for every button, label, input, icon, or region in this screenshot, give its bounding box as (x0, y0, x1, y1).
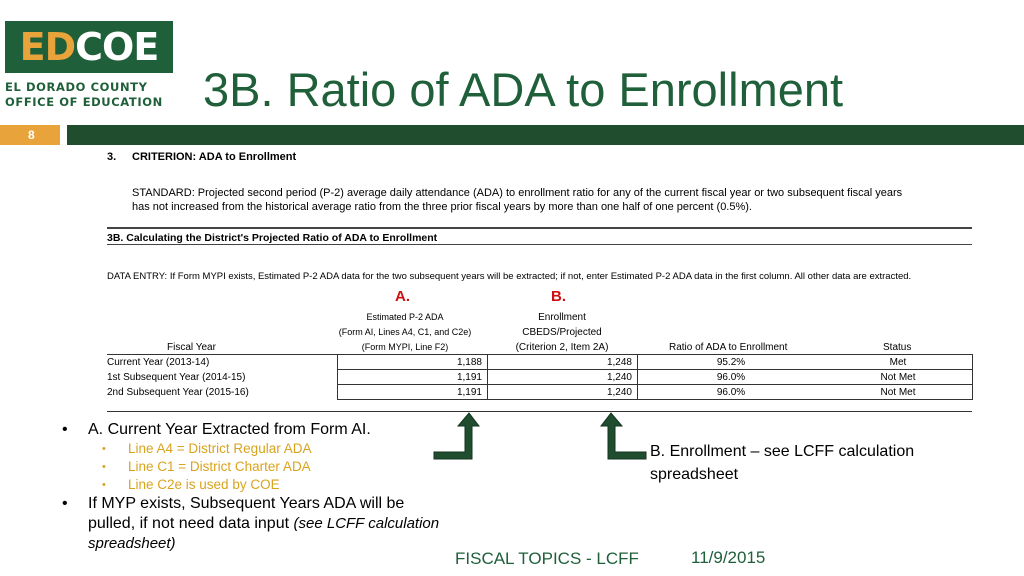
table-line-row2 (337, 384, 972, 385)
row1-year: Current Year (2013-14) (107, 357, 210, 368)
row1-ada: 1,188 (456, 357, 482, 368)
section-rule-top (107, 227, 972, 229)
marker-a: A. (395, 288, 410, 305)
note-bullet-2-italic: (see LCFF calculation spreadsheet) (88, 515, 440, 552)
criterion-title: CRITERION: ADA to Enrollment (132, 151, 297, 163)
notes-list (60, 420, 440, 554)
logo-line2: OFFICE OF EDUCATION (5, 95, 163, 109)
header-ratio: Ratio of ADA to Enrollment (669, 342, 788, 353)
row2-ada: 1,191 (456, 372, 482, 383)
logo-ed: ED (19, 25, 76, 69)
column-a-line1: Estimated P-2 ADA (366, 312, 444, 322)
column-b-line1: Enrollment (538, 312, 586, 323)
note-sub-2: • Line C1 = District Charter ADA (60, 458, 440, 476)
table-vline-2 (487, 354, 488, 400)
table-line-header (107, 354, 972, 355)
section-title: 3B. Calculating the District's Projected Ratio of ADA to Enrollment (107, 232, 438, 244)
column-a-header (337, 310, 473, 355)
footer-date: 11/9/2015 (691, 548, 766, 567)
row3-enrollment: 1,240 (606, 387, 632, 398)
row2-enrollment: 1,240 (606, 372, 632, 383)
row3-ada: 1,191 (456, 387, 482, 398)
slide-title: 3B. Ratio of ADA to Enrollment (203, 63, 844, 116)
note-bullet-2 (60, 494, 440, 554)
note-bullet-2-text: If MYP exists, Subsequent Years ADA will be pulled, if not need data input (88, 495, 405, 532)
logo-line1: EL DORADO COUNTY (5, 80, 148, 94)
enrollment-note: B. Enrollment – see LCFF calculation spreadsheet (650, 443, 915, 483)
row1-ratio: 95.2% (716, 357, 746, 368)
logo-coe: COE (75, 25, 159, 69)
section-rule-bottom (107, 244, 972, 245)
table-vline-4 (972, 354, 973, 400)
row1-status: Met (889, 357, 907, 368)
row3-year: 2nd Subsequent Year (2015-16) (107, 387, 249, 398)
data-entry-text: DATA ENTRY: If Form MYPI exists, Estimated P-2 ADA data for the two subsequent years will be extracted; if not, enter Estimated P-2 ADA data in the first column. All other data are extracted. (107, 271, 912, 282)
row1-enrollment: 1,248 (606, 357, 632, 368)
marker-b: B. (551, 288, 566, 305)
column-b-line3: (Criterion 2, Item 2A) (515, 342, 609, 353)
column-a-line3: (Form MYPI, Line F2) (361, 342, 449, 352)
note-sub-3: • Line C2e is used by COE (60, 476, 440, 494)
row3-ratio: 96.0% (716, 387, 746, 398)
row2-status: Not Met (880, 372, 916, 383)
header-status: Status (883, 342, 912, 353)
table-vline-1 (337, 354, 338, 400)
column-b-line2: CBEDS/Projected (522, 327, 602, 338)
row2-ratio: 96.0% (716, 372, 746, 383)
slide-number: 8 (0, 125, 60, 145)
row3-status: Not Met (880, 387, 916, 398)
table-line-row3 (337, 399, 972, 400)
column-a-line2: (Form AI, Lines A4, C1, and C2e) (338, 327, 472, 337)
table-line-bottom (107, 411, 972, 412)
row2-year: 1st Subsequent Year (2014-15) (107, 372, 246, 383)
arrow-up-b-icon (600, 411, 648, 461)
header-fiscal-year: Fiscal Year (167, 342, 216, 353)
note-bullet-1: • A. Current Year Extracted from Form AI. (60, 420, 440, 440)
table-vline-3 (637, 354, 638, 400)
footer-text: FISCAL TOPICS - LCFF (455, 549, 639, 568)
column-b-header (500, 310, 624, 355)
note-sub-1: • Line A4 = District Regular ADA (60, 440, 440, 458)
table-line-row1 (337, 369, 972, 370)
criterion-number: 3. (107, 151, 117, 163)
standard-text: STANDARD: Projected second period (P-2) average daily attendance (ADA) to enrollment ratio for any of the current fiscal year or two subsequent fiscal years has not increased from the historical average ratio from the three prior fiscal years by more than one half of one percent (0.5%). (132, 187, 903, 213)
